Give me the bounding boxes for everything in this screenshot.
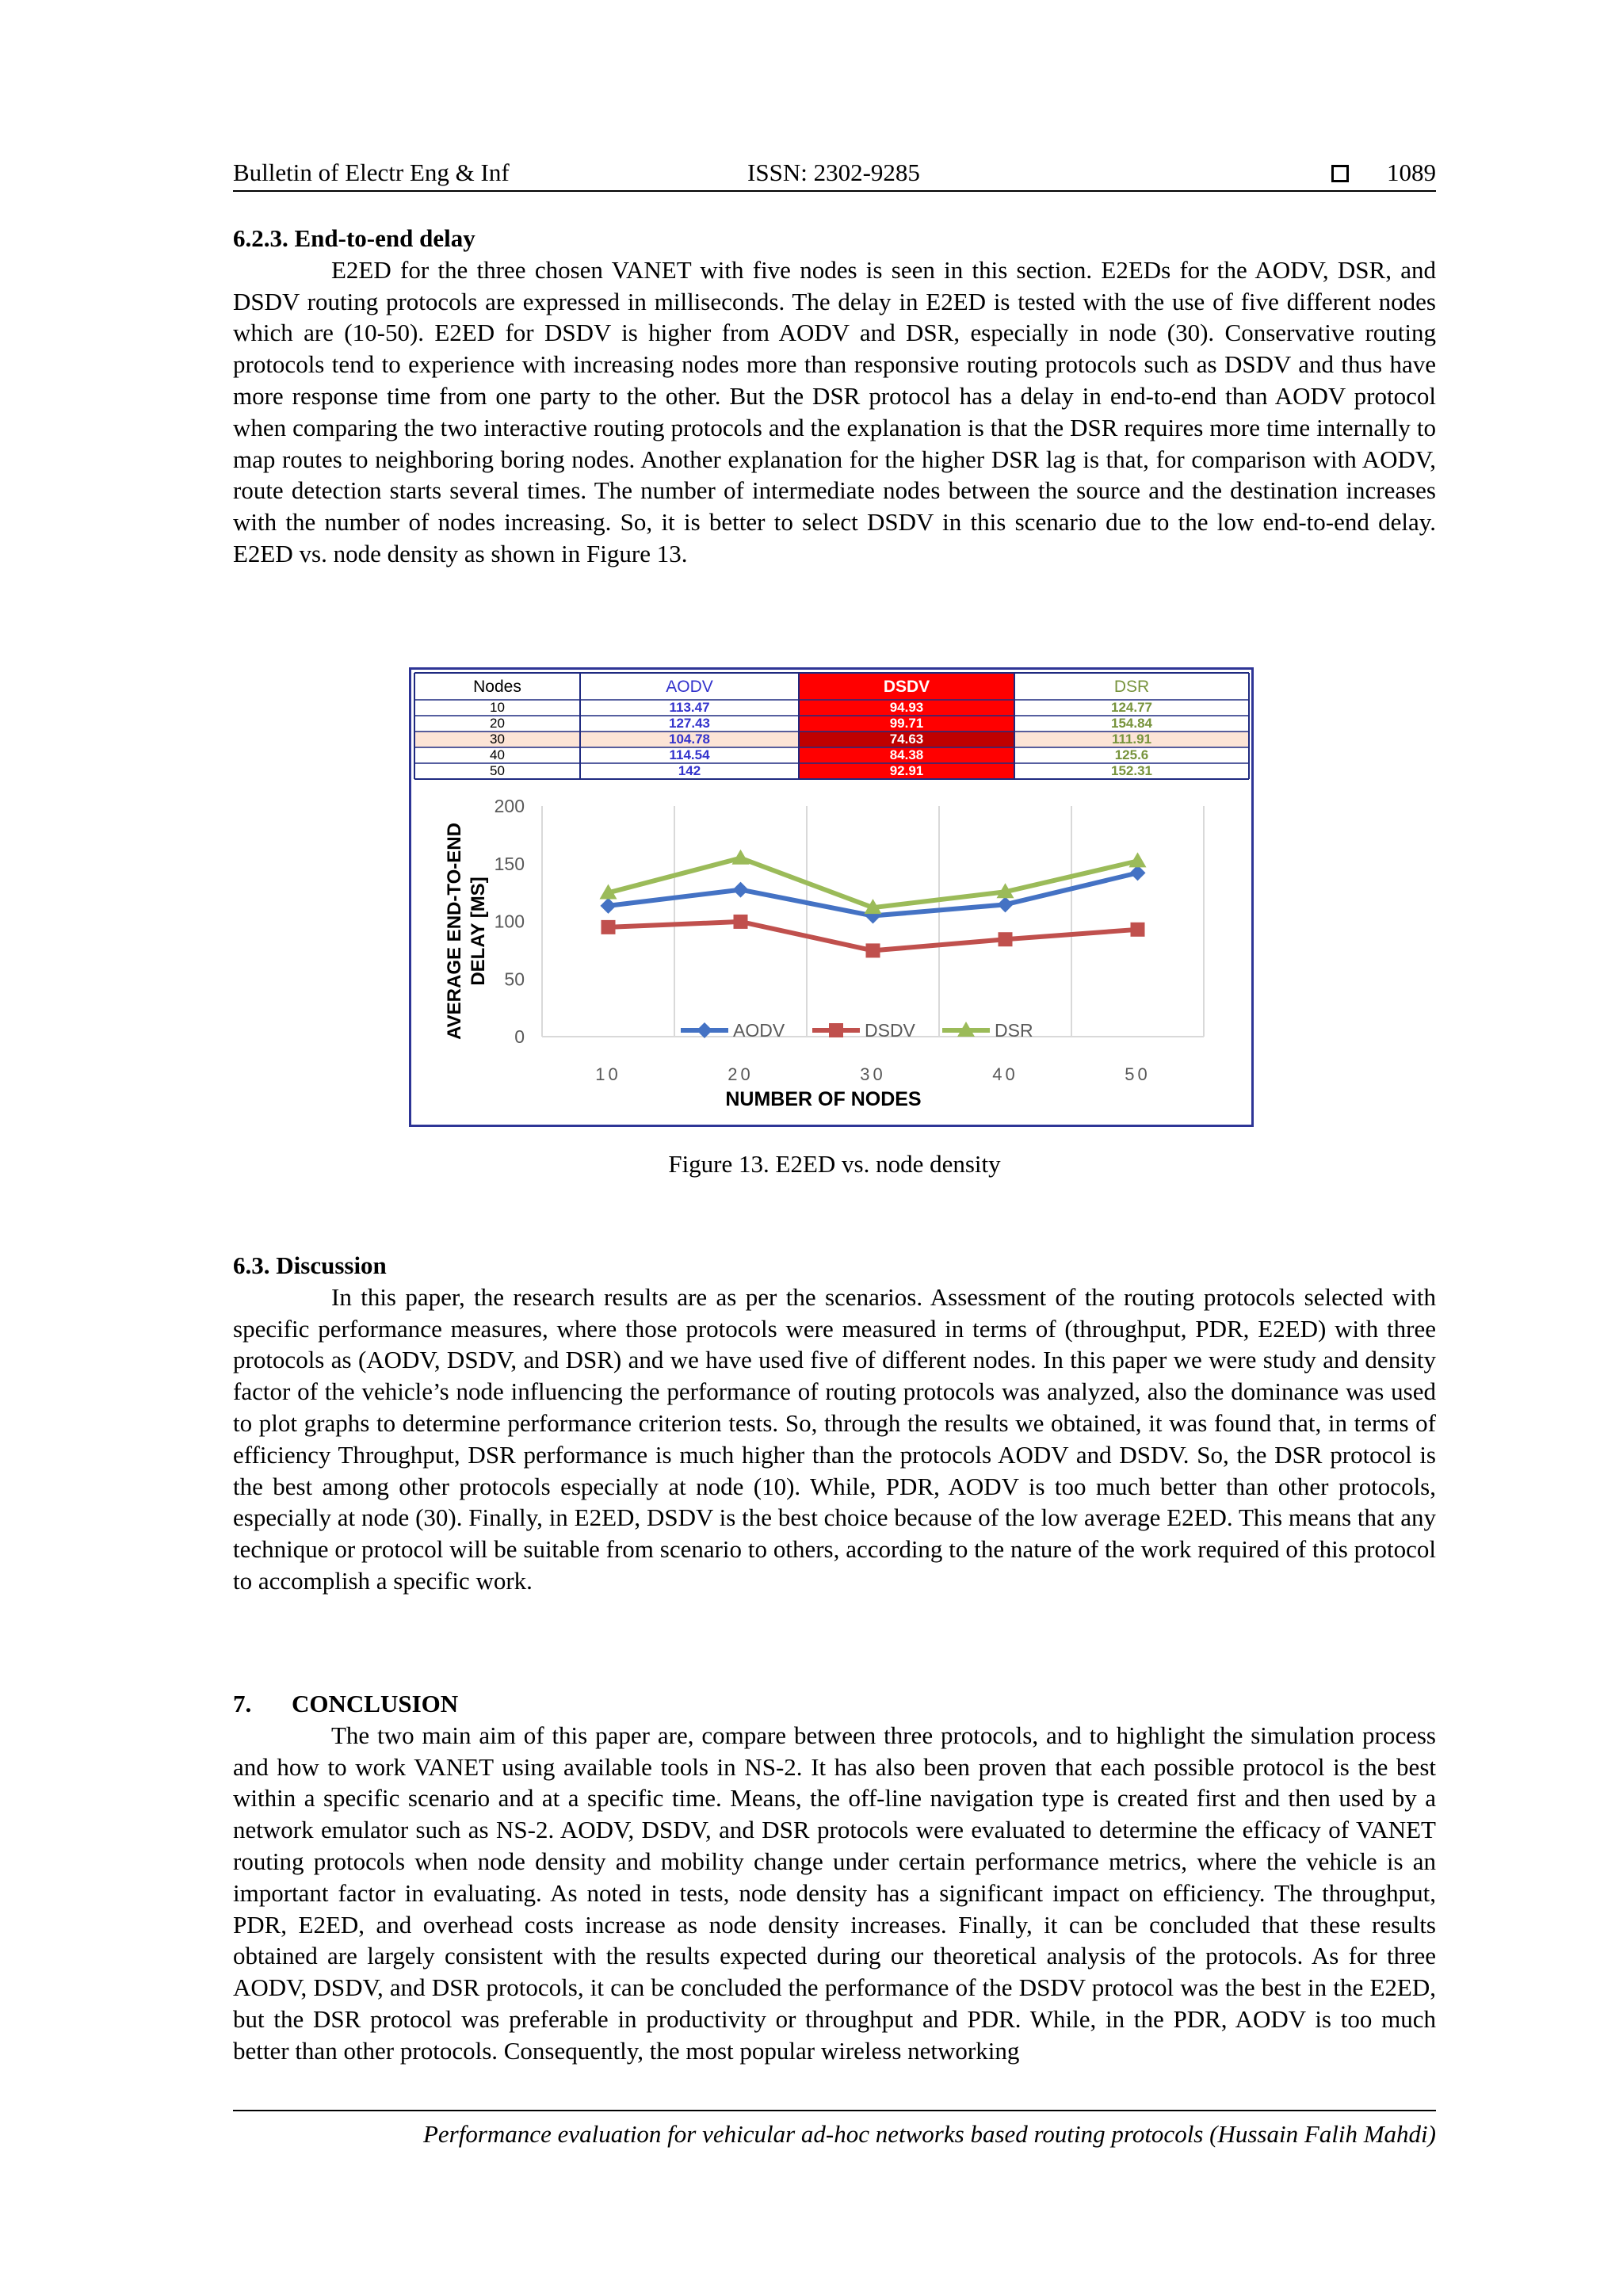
data-point-dsdv: [999, 932, 1013, 946]
section-heading-623: 6.2.3. End-to-end delay: [233, 224, 475, 252]
legend-label-aodv: AODV: [733, 1020, 785, 1041]
table-cell: 111.91: [1111, 732, 1152, 747]
data-point-dsdv: [601, 920, 616, 934]
x-tick-label: 50: [1125, 1064, 1151, 1084]
figure-caption: Figure 13. E2ED vs. node density: [668, 1150, 1001, 1178]
table-cell: 50: [490, 763, 505, 778]
data-point-dsr: [732, 850, 750, 865]
table-cell: 99.71: [889, 716, 924, 731]
footer-rule: [233, 2110, 1436, 2111]
y-tick-label: 150: [494, 853, 525, 874]
table-header-nodes: Nodes: [473, 678, 521, 696]
y-axis-title-line2: DELAY [MS]: [468, 877, 489, 986]
y-axis-title: [444, 823, 489, 1040]
table-cell: 113.47: [669, 700, 710, 715]
table-cell: 30: [490, 732, 505, 747]
page-header: [233, 157, 1436, 192]
table-cell: 114.54: [669, 747, 710, 762]
data-point-dsdv: [1131, 923, 1145, 937]
paragraph-623: E2ED for the three chosen VANET with five nodes is seen in this section. E2EDs for the AODV, DSR, and DSDV routing protocols are expressed in milliseconds. The delay in E2ED is tested with the use of five different nodes which are (10-50). E2ED for DSDV is higher from AODV and DSR, especially in node (30). Conservative routing protocols tend to experience with increasing nodes more than responsive routing protocols such as DSDV and thus have more response time from one party to the other. But the DSR protocol has a delay in end-to-end than AODV protocol when comparing the two interactive routing protocols and the explanation is that the DSR requires more time internally to map routes to neighboring boring nodes. Another explanation for the higher DSR lag is that, for comparison with AODV, route detection starts several times. The number of intermediate nodes between the source and the destination increases with the number of nodes increasing. So, it is better to select DSDV in this scenario due to the low end-to-end delay. E2ED vs. node density as shown in Figure 13.: [233, 255, 1436, 567]
table-cell: 124.77: [1111, 700, 1152, 715]
data-point-aodv: [601, 898, 617, 914]
data-point-dsr: [1129, 852, 1147, 867]
table-cell: 74.63: [889, 732, 924, 747]
data-point-dsdv: [866, 943, 880, 957]
table-cell: 92.91: [889, 763, 924, 778]
table-cell: 125.6: [1114, 747, 1149, 762]
table-header-dsr: DSR: [1113, 678, 1150, 696]
table-header-aodv: AODV: [666, 678, 713, 696]
line-chart: [444, 796, 1204, 1110]
legend-label-dsr: DSR: [995, 1020, 1033, 1041]
legend-marker-dsdv: [829, 1023, 843, 1037]
section-623: [233, 223, 1436, 570]
data-point-aodv: [998, 896, 1014, 912]
paragraph-63: In this paper, the research results are as per the scenarios. Assessment of the routing protocols selected with specific performance measures, where those protocols were measured in terms of (throughput, PDR, E2ED) with three protocols as (AODV, DSDV, and DSR) and we have used five of different nodes. In this paper we were study and density factor of the vehicle’s node influencing the performance of routing protocols was analyzed, also the dominance was used to plot graphs to determine performance criterion tests. So, through the results we obtained, it was found that, in terms of efficiency Throughput, DSR performance is much higher than the protocols AODV and DSDV. So, the DSR protocol is the best among other protocols especially at node (10). While, PDR, AODV is too much better than other protocols, especially at node (30). Finally, in E2ED, DSDV is the best choice because of the low average E2ED. This means that any technique or protocol will be suitable from scenario to others, according to the nature of the work required of this protocol to accomplish a specific work.: [233, 1282, 1436, 1595]
section-heading-63: 6.3. Discussion: [233, 1251, 387, 1279]
page-number-group: [1331, 157, 1436, 189]
table-cell: 154.84: [1111, 716, 1152, 731]
y-tick-label: 50: [504, 968, 525, 990]
y-axis-title-line1: AVERAGE END-TO-END: [444, 823, 465, 1040]
issn: ISSN: 2302-9285: [747, 159, 920, 186]
page-number: 1089: [1387, 159, 1436, 186]
table-cell: 152.31: [1111, 763, 1152, 778]
paragraph-7: The two main aim of this paper are, compare between three protocols, and to highlight the simulation process and how to work VANET using available tools in NS-2. It has also been proven that each possible protocol is the best within a specific scenario and at a specific time. Means, the off-line navigation type is created first and then used by a network emulator such as NS-2. AODV, DSDV, and DSR protocols were evaluated to determine the efficacy of VANET routing protocols when node density and mobility change under certain performance metrics, where the vehicle is an important factor in evaluating. As noted in tests, node density has a significant impact on efficiency. The throughput, PDR, E2ED, and overhead costs increase as node density increases. Finally, it can be concluded that these results obtained are largely consistent with the results expected during our theoretical analysis of the protocols. As for three AODV, DSDV, and DSR protocols, it can be concluded the performance of the DSDV protocol was the best in the E2ED, but the DSR protocol was preferable in productivity or throughput and PDR. While, in the PDR, AODV is too much better than other protocols. Consequently, the most popular wireless networking: [233, 1721, 1436, 2065]
table-cell: 40: [490, 747, 505, 762]
table-cell: 94.93: [889, 700, 924, 715]
figure-13: [409, 667, 1254, 1127]
table-cell: 127.43: [669, 716, 710, 731]
section-title-7: CONCLUSION: [292, 1690, 459, 1717]
table-cell: 84.38: [889, 747, 924, 762]
section-heading-7: [233, 1688, 1436, 1720]
data-point-aodv: [733, 882, 749, 898]
x-tick-label: 20: [727, 1064, 754, 1084]
table-cell: 104.78: [669, 732, 710, 747]
journal-name: Bulletin of Electr Eng & Inf: [233, 159, 510, 186]
x-tick-label: 30: [860, 1064, 886, 1084]
table-cell: 142: [678, 763, 701, 778]
figure-13-svg: [411, 670, 1251, 1125]
section-7: [233, 1688, 1436, 2067]
section-number-7: 7.: [233, 1690, 252, 1717]
x-axis-title: NUMBER OF NODES: [725, 1088, 922, 1110]
table-cell: 20: [490, 716, 505, 731]
x-tick-label: 40: [992, 1064, 1018, 1084]
square-icon: [1331, 165, 1349, 182]
data-point-dsdv: [734, 915, 748, 929]
data-table: [414, 673, 1249, 779]
y-tick-label: 0: [514, 1026, 525, 1047]
data-point-aodv: [1130, 865, 1146, 881]
legend-label-dsdv: DSDV: [865, 1020, 915, 1041]
y-tick-label: 200: [494, 796, 525, 816]
running-footer: Performance evaluation for vehicular ad-hoc networks based routing protocols (Hussain Falih Mahdi): [422, 2120, 1436, 2148]
y-tick-label: 100: [494, 911, 525, 932]
table-header-dsdv: DSDV: [883, 678, 930, 696]
table-cell: 10: [490, 700, 505, 715]
section-63: [233, 1250, 1436, 1597]
x-tick-label: 10: [595, 1064, 621, 1084]
